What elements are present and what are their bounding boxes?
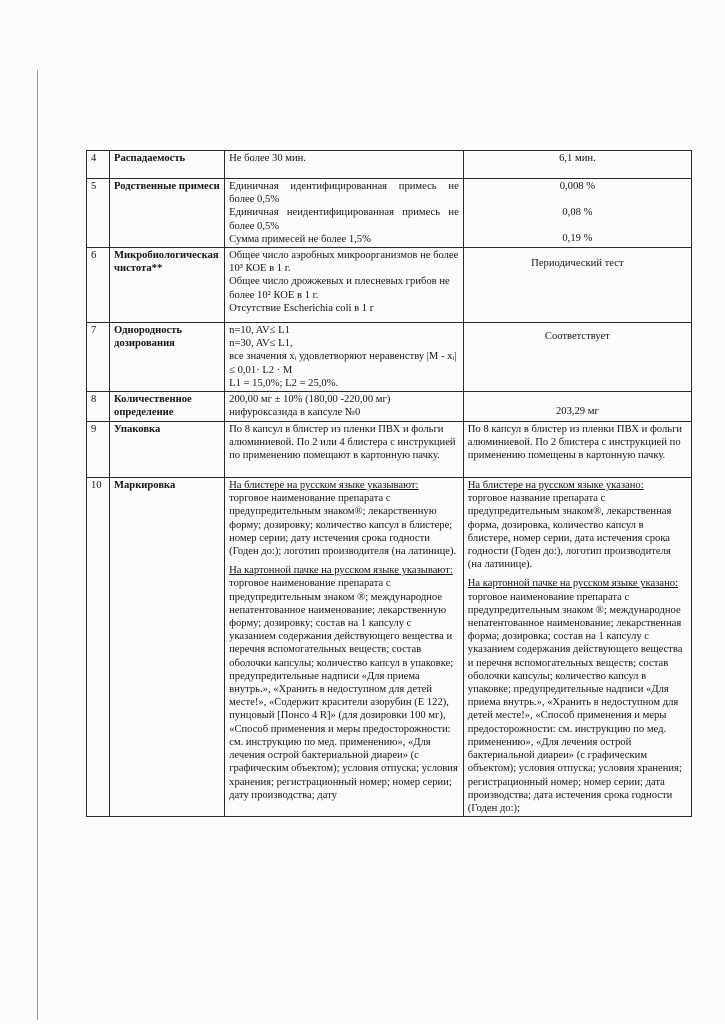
table-row [87,323,692,392]
carton-heading: На картонной пачке на русском языке указывают: [229,565,453,577]
requirement-cell [225,179,464,248]
parameter-name: Родственные примеси [110,179,225,248]
specification-table [86,150,692,817]
result-cell [463,248,691,323]
requirement-text: Общее число аэробных микроорганизмов не более 10³ КОЕ в 1 г. [229,250,459,275]
row-number: 5 [87,179,110,248]
result-text: 203,29 мг [555,406,599,418]
blister-heading: На блистере на русском языке указано: [467,480,644,492]
requirement-text: По 8 капсул в блистер из пленки ПВХ и фольги алюминиевой. По 2 или 4 блистера с инструкцией по применению помещают в картонную пачку. [229,424,456,462]
result-text: 0,008 % [559,181,596,192]
table-row [87,248,692,323]
result-text: 0,08 % [562,207,593,219]
blister-requirement-text: торговое наименование препарата с предупредительным знаком®; лекарственную форму; дозировку; количество капсул в блистере; номер серии; дату истечения срока годности (Годен до:); логотип производителя (на латинице). [229,493,457,558]
requirement-cell [225,323,464,392]
requirement-text: L1 = 15,0%; L2 = 25,0%. [229,377,339,389]
row-number: 8 [87,392,110,422]
requirement-text: Единичная неидентифицированная примесь не более 0,5% [229,207,459,232]
parameter-name: Количественное определение [110,392,225,422]
requirement-text: Общее число дрожжевых и плесневых грибов не более 10² КОЕ в 1 г. [229,276,450,301]
row-number: 6 [87,248,110,323]
carton-heading: На картонной пачке на русском языке указано: [467,578,678,590]
requirement-cell [225,392,464,422]
requirement-cell [225,422,464,478]
result-text: 0,19 % [562,233,593,245]
requirement-text: Не более 30 мин. [229,153,306,164]
requirement-text: нифуроксазида в капсуле №0 [229,407,361,419]
result-cell [463,151,691,179]
requirement-text: Единичная идентифицированная примесь не более 0,5% [229,181,459,206]
result-cell [463,392,691,422]
result-cell [463,179,691,248]
carton-result-text: торговое наименование препарата с предупредительным знаком ®; международное непатентованное наименование; лекарственная форма; дозировка; состав на 1 капсулу с указанием содержания действующего вещества и перечня вспомогательных веществ; состав оболочки капсулы; количество капсул в упаковке; предупредительные надписи «Для приема внутрь.», «Хранить в недоступном для детей месте!», «Способ применения и меры предосторожности: см. инструкцию по мед. применению», «Для лечения острой бактериальной диареи» (с графическим объектом); условия отпуска; условия хранения; регистрационный номер; номер серии; дата производства; дата истечения срока годности (Годен до:); [467,591,683,814]
requirement-text: n=10, AV≤ L1 [229,325,290,337]
parameter-name: Маркировка [110,478,225,817]
result-text: Соответствует [544,331,610,343]
table-row [87,151,692,179]
requirement-cell [225,151,464,179]
carton-requirement-text: торговое наименование препарата с предупредительным знаком ®; международное непатентованное наименование; лекарственную форму; дозировку; состав на 1 капсулу с указанием содержания действующего вещества и перечня вспомогательных веществ; состав оболочки капсулы; количество капсул в упаковке; предупредительные надписи «Для приема внутрь.», «Хранить в недоступном для детей месте!», «Содержит красители азорубин (Е 122), пунцовый [Понсо 4 R]» (для дозировки 100 мг), «Способ применения и меры предосторожности: см. инструкцию по мед. применению», «Для лечения острой бактериальной диареи» (с графическим объектом); условия отпуска; условия хранения; регистрационный номер; номер серии; дату производства; дату [229,578,458,801]
requirement-text: Сумма примесей не более 1,5% [229,233,371,245]
blister-heading: На блистере на русском языке указывают: [229,480,419,492]
requirement-text: все значения xᵢ удовлетворяют неравенству |M - xᵢ| ≤ 0,01· L2 · M [229,351,457,376]
requirement-text: 200,00 мг ± 10% (180,00 -220,00 мг) [229,394,391,406]
parameter-name: Микробиологическая чистота** [110,248,225,323]
parameter-name: Упаковка [110,422,225,478]
page-margin-line [37,70,38,1020]
requirement-cell [225,248,464,323]
requirement-text: n=30, AV≤ L1, [229,338,293,350]
result-cell [463,478,691,817]
result-text: Периодический тест [531,258,624,270]
table-row [87,478,692,817]
table-row [87,392,692,422]
row-number: 7 [87,323,110,392]
result-cell [463,422,691,478]
result-cell [463,323,691,392]
parameter-name: Распадаемость [110,151,225,179]
requirement-text: Отсутствие Escherichia coli в 1 г [229,302,375,314]
result-text: По 8 капсул в блистер из пленки ПВХ и фольги алюминиевой. По 2 блистера с инструкцией по применению помещены в картонную пачку. [467,424,683,462]
row-number: 10 [87,478,110,817]
table-row [87,422,692,478]
table-row [87,179,692,248]
result-text: 6,1 мин. [559,153,596,164]
row-number: 4 [87,151,110,179]
requirement-cell [225,478,464,817]
blister-result-text: торговое название препарата с предупредительным знаком®, лекарственная форма, дозировка, количество капсул в блистере, номер серии, дата истечения срока годности (Годен до:), логотип производителя (на латинице). [467,493,672,571]
parameter-name: Однородность дозирования [110,323,225,392]
row-number: 9 [87,422,110,478]
